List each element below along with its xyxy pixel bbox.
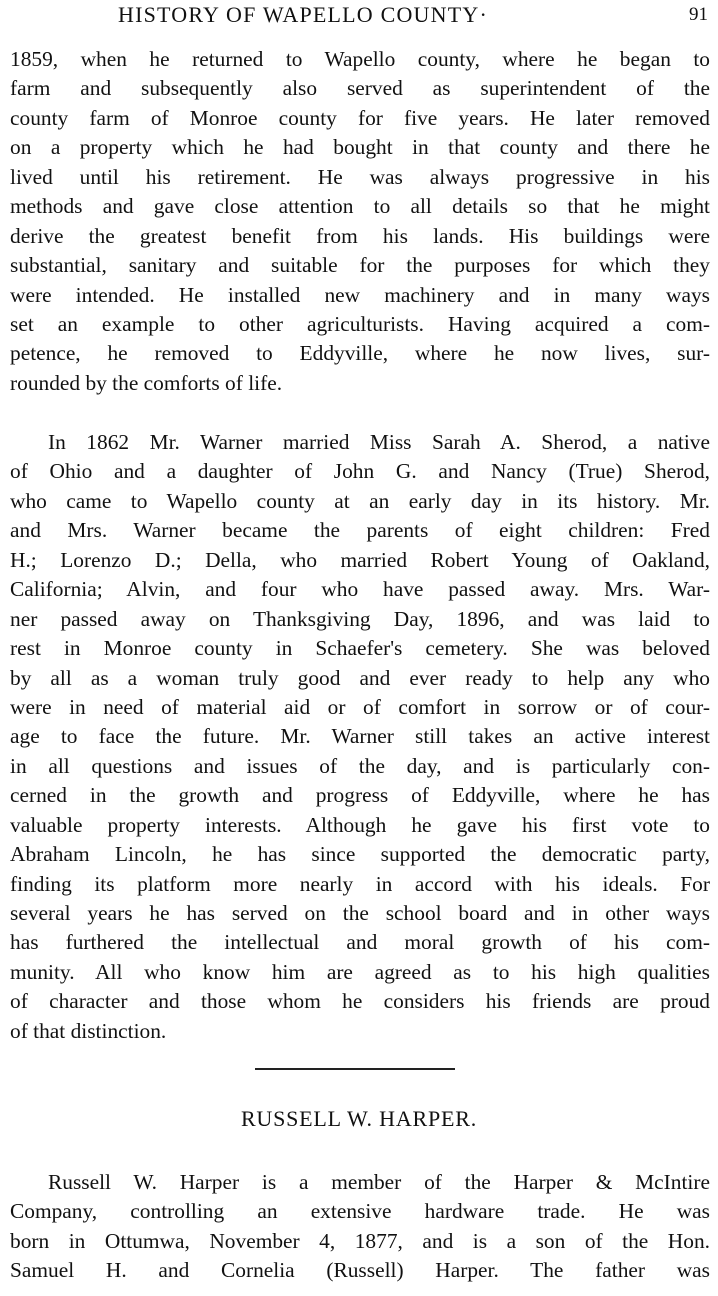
text-line: methods and gave close attention to all details so that he might bbox=[10, 194, 710, 219]
text-line: several years he has served on the school board and in other ways bbox=[10, 901, 710, 925]
text-line: by all as a woman truly good and ever ready to help any who bbox=[10, 665, 710, 690]
text-line: Samuel H. and Cornelia (Russell) Harper. The father was bbox=[10, 1258, 710, 1283]
paragraph-harper-intro bbox=[10, 1168, 710, 1286]
text-line: farm and subsequently also served as superintendent of the bbox=[10, 76, 710, 101]
text-line: In 1862 Mr. Warner married Miss Sarah A. Sherod, a native bbox=[48, 430, 710, 454]
text-line: ner passed away on Thanksgiving Day, 1896, and was laid to bbox=[10, 606, 710, 631]
text-line: who came to Wapello county at an early day in its history. Mr. bbox=[10, 488, 710, 513]
text-line: Russell W. Harper is a member of the Harper & McIntire bbox=[48, 1170, 710, 1194]
text-line: Abraham Lincoln, he has since supported the democratic party, bbox=[10, 842, 710, 867]
text-line: and Mrs. Warner became the parents of eight children: Fred bbox=[10, 518, 710, 543]
text-line: derive the greatest benefit from his lands. His buildings were bbox=[10, 223, 710, 248]
text-line: has furthered the intellectual and moral growth of his com- bbox=[10, 930, 710, 955]
text-line: of character and those whom he considers his friends are proud bbox=[10, 989, 710, 1014]
section-divider bbox=[255, 1068, 455, 1070]
section-heading: RUSSELL W. HARPER. bbox=[240, 1106, 478, 1131]
text-line: county farm of Monroe county for five years. He later removed bbox=[10, 105, 710, 130]
text-line: petence, he removed to Eddyville, where he now lives, sur- bbox=[10, 341, 710, 366]
text-line: set an example to other agriculturists. Having acquired a com- bbox=[10, 311, 710, 336]
text-line: cerned in the growth and progress of Eddyville, where he has bbox=[10, 783, 710, 808]
text-line: munity. All who know him are agreed as to his high qualities bbox=[10, 959, 710, 984]
text-line: lived until his retirement. He was always progressive in his bbox=[10, 164, 710, 189]
text-line: rounded by the comforts of life. bbox=[10, 370, 283, 395]
text-line: 1859, when he returned to Wapello county, where he began to bbox=[10, 47, 710, 71]
text-line: valuable property interests. Although he gave his first vote to bbox=[10, 812, 710, 837]
paragraph-warner-family bbox=[10, 428, 710, 1046]
page-number: 91 bbox=[689, 4, 708, 25]
text-line: were in need of material aid or of comfort in sorrow or of cour- bbox=[10, 694, 710, 719]
text-line: on a property which he had bought in that county and there he bbox=[10, 135, 710, 160]
text-line: age to face the future. Mr. Warner still takes an active interest bbox=[10, 724, 710, 749]
text-line: were intended. He installed new machinery and in many ways bbox=[10, 282, 710, 307]
text-line: H.; Lorenzo D.; Della, who married Robert Young of Oakland, bbox=[10, 547, 710, 572]
text-line: substantial, sanitary and suitable for the purposes for which they bbox=[10, 253, 710, 278]
running-title: HISTORY OF WAPELLO COUNTY· bbox=[118, 2, 488, 27]
text-line: finding its platform more nearly in accord with his ideals. For bbox=[10, 871, 710, 896]
text-line: of that distinction. bbox=[10, 1018, 167, 1043]
text-line: of Ohio and a daughter of John G. and Nancy (True) Sherod, bbox=[10, 459, 710, 484]
running-head bbox=[0, 2, 718, 30]
text-line: born in Ottumwa, November 4, 1877, and is a son of the Hon. bbox=[10, 1228, 710, 1253]
paragraph-continuation bbox=[10, 45, 710, 398]
text-line: Company, controlling an extensive hardware trade. He was bbox=[10, 1199, 710, 1224]
text-line: in all questions and issues of the day, and is particularly con- bbox=[10, 753, 710, 778]
text-line: rest in Monroe county in Schaefer's cemetery. She was beloved bbox=[10, 636, 710, 661]
text-line: California; Alvin, and four who have passed away. Mrs. War- bbox=[10, 577, 710, 602]
